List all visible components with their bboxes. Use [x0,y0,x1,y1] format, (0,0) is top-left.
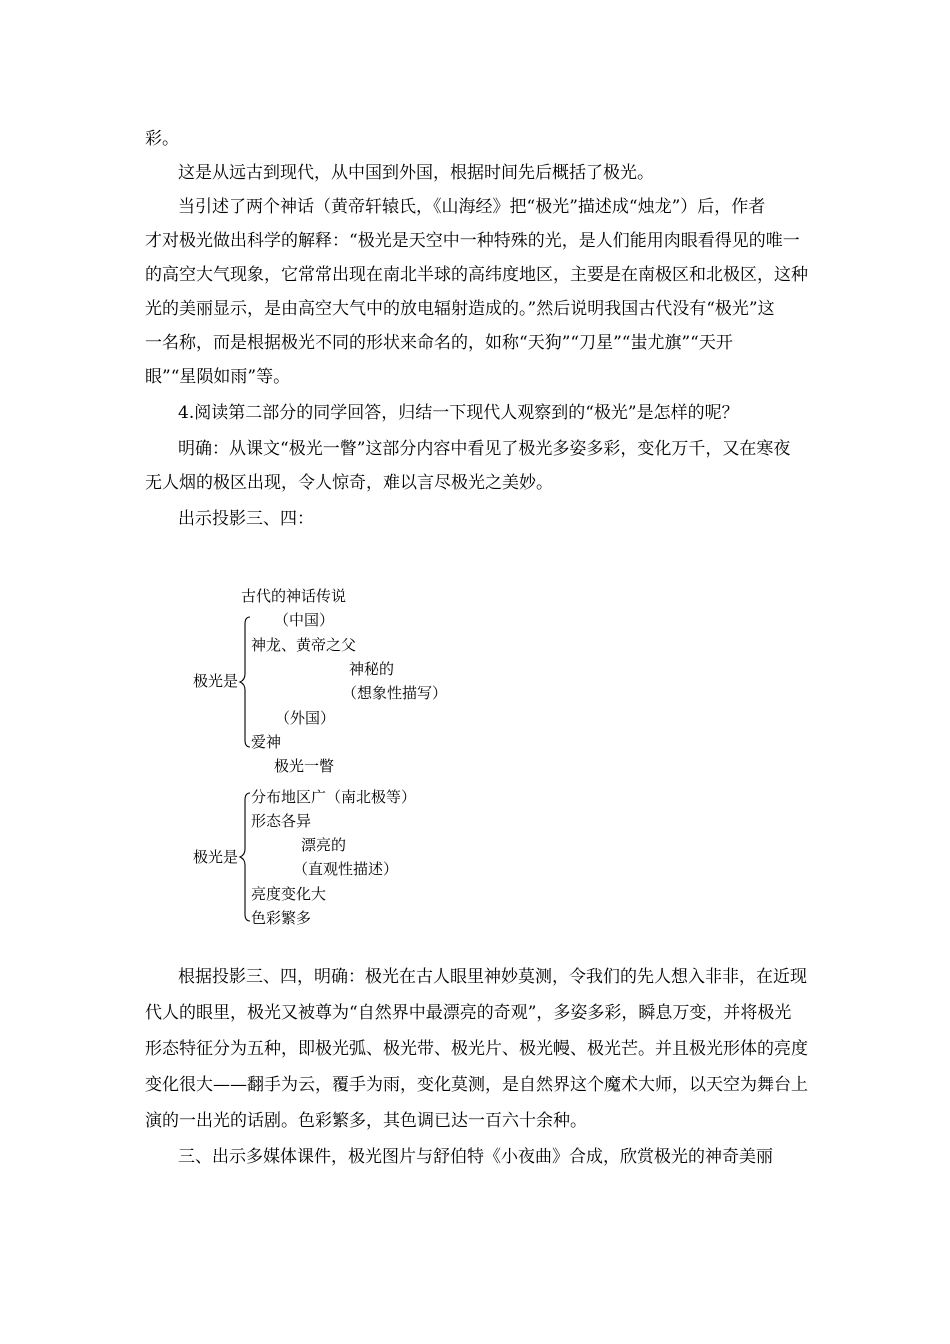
diagram-label: （外国） [275,709,336,727]
diagram-item: 分布地区广（南北极等） [251,788,417,806]
diagram-item: 神龙、黄帝之父 [251,636,357,654]
diagram-item: 亮度变化大 [251,885,327,903]
diagram-title: 极光一瞥 [274,757,335,775]
section-heading: 三、出示多媒体课件，极光图片与舒伯特《小夜曲》合成，欣赏极光的神奇美丽 [178,1147,773,1167]
brace-icon [238,616,252,748]
diagram-item: 形态各异 [251,812,312,830]
text-line: 根据投影三、四，明确：极光在古人眼里神妙莫测，令我们的先人想入非非，在近现 [178,967,807,987]
text-line: 一名称，而是根据极光不同的形状来命名的，如称“天狗”“刀星”“蚩尤旗”“天开 [145,333,733,353]
diagram-root: 极光是 [193,672,239,690]
diagram-item: 色彩繁多 [251,909,312,927]
diagram-note: （直观性描述） [293,860,399,878]
diagram-attr: 神秘的 [349,660,395,678]
text-line: 的高空大气现象，它常常出现在南北半球的高纬度地区，主要是在南极区和北极区，这种 [145,265,808,285]
text-line: 明确：从课文“极光一瞥”这部分内容中看见了极光多姿多彩，变化万千，又在寒夜 [178,439,791,459]
text-line: 彩。 [145,129,179,149]
text-line: 无人烟的极区出现，令人惊奇，难以言尽极光之美妙。 [145,473,553,493]
text-line: 才对极光做出科学的解释：“极光是天空中一种特殊的光，是人们能用肉眼看得见的唯一 [145,231,800,251]
diagram-root: 极光是 [193,848,239,866]
diagram-item: 爱神 [251,733,282,751]
brace-icon [238,792,252,922]
text-line: 形态特征分为五种，即极光弧、极光带、极光片、极光幔、极光芒。并且极光形体的亮度 [145,1039,808,1059]
text-line: 演的一出光的话剧。色彩繁多，其色调已达一百六十余种。 [145,1111,587,1131]
text-line: 代人的眼里，极光又被尊为“自然界中最漂亮的奇观”，多姿多彩，瞬息万变，并将极光 [145,1003,792,1023]
diagram-title: 古代的神话传说 [241,587,347,605]
diagram-label: （中国） [274,611,335,629]
text-line: 眼”“星陨如雨”等。 [145,367,291,387]
text-line: 出示投影三、四： [178,509,314,529]
text-line: 当引述了两个神话（黄帝轩辕氏，《山海经》把“极光”描述成“烛龙”）后，作者 [178,197,766,217]
diagram-attr: 漂亮的 [301,836,347,854]
text-line: 变化很大——翻手为云，覆手为雨，变化莫测，是自然界这个魔术大师，以天空为舞台上 [145,1075,808,1095]
text-line: 光的美丽显示，是由高空大气中的放电辐射造成的。”然后说明我国古代没有“极光”这 [145,299,775,319]
question-line: 4.阅读第二部分的同学回答，归结一下现代人观察到的“极光”是怎样的呢？ [178,403,739,423]
diagram-note: （想象性描写） [342,684,448,702]
text-line: 这是从远古到现代，从中国到外国，根据时间先后概括了极光。 [178,163,654,183]
